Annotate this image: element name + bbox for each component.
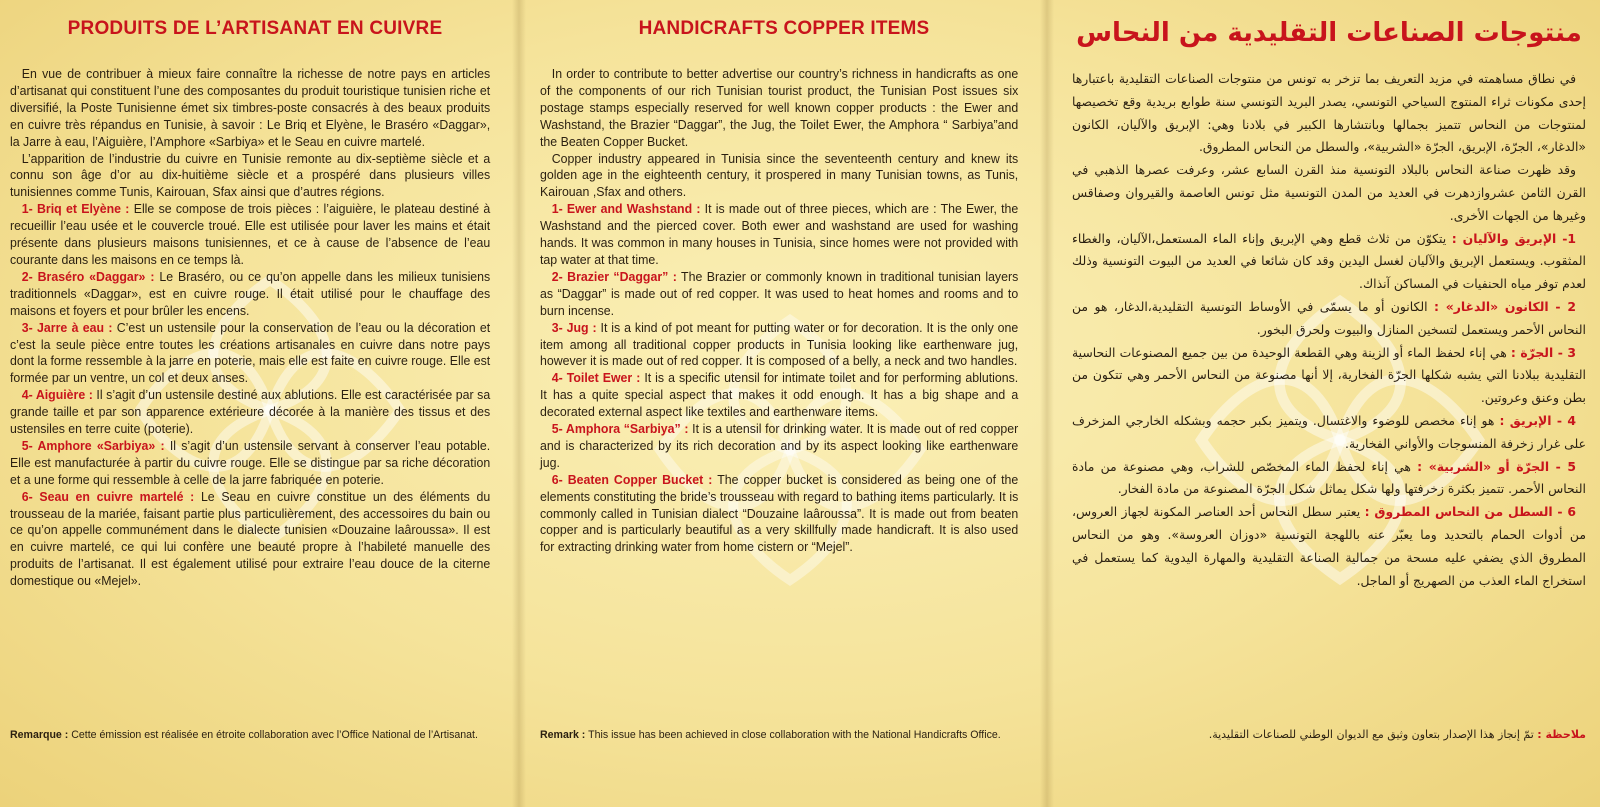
arabic-item-6-title: 6 - السطل من النحاس المطروق : xyxy=(1364,504,1576,520)
english-item-4-text: It is a specific utensil for intimate toilet and for performing ablutions. It has a quite special aspect that makes it odd enough. It has a big shape and a decorated external aspect like textiles and earthenware items. xyxy=(540,371,1019,420)
english-item-6-text: The copper bucket is considered as being one of the elements constituting the bride’s trousseau with regard to bathing items particularly. It is commonly called in Tunisian dialect “Douzaine laâroussa”. It is made out from beaten copper and is particularly beautiful as a very skillfully made handicraft. It is also used for extracting drinking water from home cistern or “Mejel”. xyxy=(540,472,1019,555)
arabic-title: منتوجات الصناعات التقليدية من النحاس xyxy=(1076,18,1582,48)
french-item-6-title: 6- Seau en cuivre martelé : xyxy=(21,489,195,504)
arabic-intro-2: وقد ظهرت صناعة النحاس بالبلاد التونسية منذ القرن السابع عشر، وعرفت عصرها الذهبي في القرن الثامن عشروازدهرت في العديد من المدن التونسية مثل تونس العاصمة والقيروان وصفاقس وغيرها من الجهات الأخرى. xyxy=(1072,162,1586,223)
english-item-5-text: It is a utensil for drinking water. It is made out of red copper and is characterized by its rich decoration and by its aspect looking like earthenware jug. xyxy=(540,422,1019,470)
arabic-item-4-text: هو إناء مخصص للوضوء والاغتسال. ويتميز بكبر حجمه وبشكله الخارجي المزخرف على غرار زخرفة المنسوجات والأواني الفخارية. xyxy=(1072,412,1586,451)
english-intro-2: Copper industry appeared in Tunisia since the seventeenth century and knew its golden age in the eighteenth century, it prospered in many Tunisian towns, as Tunis, Kairouan ,Sfax and others. xyxy=(540,151,1019,200)
arabic-item-2-title: 2 - الكانون «الدغار» : xyxy=(1434,298,1576,314)
arabic-item-4-title: 4 - الإبريق : xyxy=(1499,412,1576,428)
french-item-3-text: C’est un ustensile pour la conservation de l’eau ou la décoration et c’est la seule pièce entre toutes les créations artisanales en cuivre dans notre pays dont la forme ressemble à la jarre en poterie, mais elle est faite en cuivre rouge. Elle est formée par un ventre, un col et deux anses. xyxy=(10,320,491,386)
french-item-2-text: Le Braséro, ou ce qu’on appelle dans les milieux tunisiens traditionnels «Daggar», est en cuivre rouge. Il était utilisé pour le chauffage des maisons et foyers et pour brûler les encens. xyxy=(10,269,491,318)
french-item-5-text: Il s’agit d’un ustensile servant à conserver l’eau potable. Elle est manufacturée à partir du cuivre rouge. Elle se distingue par sa riche décoration et a une forme qui ressemble à celle de la jarre fabriquée en poterie. xyxy=(10,438,491,487)
english-intro-1: In order to contribute to better advertise our country’s richness in handicrafts as one of the components of our rich Tunisian tourist product, the Tunisian Post issues six postage stamps especially reserved for well known copper products : the Ewer and Washstand, the Brazier “Daggar”, the Jug, the Toilet Ewer, the Amphora “ Sarbiya”and the Beaten Copper Bucket. xyxy=(540,67,1019,149)
french-item-3-title: 3- Jarre à eau : xyxy=(21,320,113,335)
arabic-item-2-text: الكانون أو ما يسمّى في الأوساط التونسية التقليدية،الدغار، هو من النحاس الأحمر ويستعمل لتسخين المنازل والبيوت ولحرق البخور. xyxy=(1072,298,1586,337)
french-body xyxy=(10,66,490,590)
english-item-2 xyxy=(540,269,1018,320)
english-body xyxy=(540,66,1018,556)
english-remark-label: Remark : xyxy=(540,729,586,741)
arabic-item-3 xyxy=(1072,342,1586,410)
french-item-6-text: Le Seau en cuivre constitue un des éléments du trousseau de la mariée, faisant partie plus particulièrement, des accessoires du bain ou ce qu’on appelle communément dans le dialecte tunisien «Douzaine laâroussa». Il est en cuivre martelé, ce qui lui confère une beauté propre à l’habileté manuelle des produits de l’artisanat. Il est également utilisé pour extraire l’eau douce de la citerne domestique ou «Mejel». xyxy=(10,489,491,589)
french-item-4-title: 4- Aiguière : xyxy=(21,388,93,403)
english-remark-text: This issue has been achieved in close collaboration with the National Handicrafts Office. xyxy=(588,729,1001,741)
arabic-item-1-title: 1- الإبريق والآليان : xyxy=(1451,230,1577,246)
french-intro-1: En vue de contribuer à mieux faire connaître la richesse de notre pays en articles d’artisanat qui constituent l’une des composantes du produit touristique tunisien riche et diversifié, la Poste Tunisienne émet six timbres-poste consacrés à des beaux produits en cuivre très répandus en Tunisie, à savoir : Le Briq et Elyène, le Braséro «Daggar», la Jarre à eau, l’Aiguière, l’Amphore «Sarbiya» et le Seau en cuivre martelé. xyxy=(10,67,491,149)
english-item-5-title: 5- Amphora “Sarbiya” : xyxy=(551,422,689,437)
french-title: PRODUITS DE L’ARTISANAT EN CUIVRE xyxy=(67,18,443,39)
arabic-body xyxy=(1072,68,1586,592)
french-intro-2: L’apparition de l’industrie du cuivre en Tunisie remonte au dix-septième siècle et a connu son âge d’or au dix-huitième siècle et a prospéré dans plusieurs villes tunisiennes comme Tunis, Kairouan, Sfax ainsi que d’autres régions. xyxy=(10,151,491,200)
arabic-remark xyxy=(1066,728,1586,741)
french-item-2-title: 2- Braséro «Daggar» : xyxy=(21,269,155,284)
english-item-6 xyxy=(540,472,1018,557)
arabic-remark-text: تمّ إنجاز هذا الإصدار بتعاون وثيق مع الديوان الوطني للصناعات التقليدية. xyxy=(1208,728,1534,741)
french-remark-label: Remarque : xyxy=(10,729,69,741)
arabic-item-5-title: 5 - الجرّة أو «الشربية» : xyxy=(1417,458,1576,474)
french-remark-text: Cette émission est réalisée en étroite collaboration avec l’Office National de l’Artisanat. xyxy=(71,729,478,741)
arabic-intro-1: في نطاق مساهمته في مزيد التعريف بما تزخر به تونس من منتوجات الصناعات التقليدية باعتبارها إحدى مكونات ثراء المنتوج السياحي التونسي، يصدر البريد التونسي سنة طوابع بريدية وقع تخصيصها لمنتوجات من النحاس تتميز بجمالها وبانتشارها الكبير في بلادنا وهي: الإبريق والآليان، الكانون «الدغار»، الجرّة، الإبريق، الجرّة «الشربية»، والسطل من النحاس المطروق. xyxy=(1072,71,1586,155)
french-item-1-title: 1- Briq et Elyène : xyxy=(21,202,130,217)
english-item-2-text: The Brazier or commonly known in traditional tunisian layers as “Daggar” is made out of red copper. It was used to heat homes and rooms and to burn incense. xyxy=(540,269,1019,318)
arabic-item-1 xyxy=(1072,228,1586,296)
french-item-4-text: Il s’agit d’un ustensile destiné aux ablutions. Elle est caractérisée par sa grande taille et par son apparence extérieure décorée à la manière des tissus et des ustensiles en terre cuite (poterie). xyxy=(10,388,491,437)
english-remark xyxy=(540,729,1030,741)
french-item-1 xyxy=(10,201,490,269)
french-item-4 xyxy=(10,387,490,438)
english-item-4 xyxy=(540,370,1018,421)
english-item-3-title: 3- Jug : xyxy=(551,320,597,335)
arabic-item-4 xyxy=(1072,410,1586,456)
english-item-5 xyxy=(540,421,1018,472)
french-item-5 xyxy=(10,438,490,489)
english-item-2-title: 2- Brazier “Daggar” : xyxy=(551,269,677,284)
arabic-item-3-text: هي إناء لحفظ الماء أو الزينة وهي القطعة الوحيدة من بين جميع المصنوعات النحاسية التقليدية ببلادنا التي يشبه شكلها الجرّة الفخارية، إلا أنها مصنوعة من النحاس الأحمر وهي تتكون من بطن وعنق وعروتين. xyxy=(1072,344,1586,406)
french-panel xyxy=(0,0,510,807)
fold-line-left xyxy=(512,0,526,807)
english-item-6-title: 6- Beaten Copper Bucket : xyxy=(551,472,713,487)
french-item-3 xyxy=(10,320,490,388)
english-panel xyxy=(528,0,1038,807)
english-item-3 xyxy=(540,320,1018,371)
english-item-1-title: 1- Ewer and Washstand : xyxy=(551,202,701,217)
english-title: HANDICRAFTS COPPER ITEMS xyxy=(638,18,930,39)
fold-line-right xyxy=(1040,0,1054,807)
french-item-2 xyxy=(10,269,490,320)
arabic-remark-label: ملاحظة : xyxy=(1537,728,1586,741)
french-item-1-text: Elle se compose de trois pièces : l’aiguière, le plateau destiné à recueillir l’eau usée et le couvercle troué. Elle est utilisée pour laver les mains et était présente dans plusieurs maisons tunisiennes, et ce à cause de l’absence de l’eau courante dans les maisons en ce temps là. xyxy=(10,202,491,267)
arabic-item-6 xyxy=(1072,501,1586,592)
arabic-item-6-text: يعتبر سطل النحاس أحد العناصر المكونة لجهاز العروس، من أدوات الحمام بالتحديد وما يعبّر عنه باللهجة التونسية «دوزان العروسة». وهو من النحاس المطروق الذي يضفي عليه مسحة من جمالية الصناعة التقليدية والمهارة اليدوية كما يستعمل في استخراج الماء العذب من الصهريج أو الماجل. xyxy=(1072,504,1586,588)
arabic-panel xyxy=(1054,0,1600,807)
arabic-item-1-text: يتكوّن من ثلاث قطع وهي الإبريق وإناء الماء المستعمل،الآليان، والغطاء المثقوب. ويستعمل الإبريق والآليان لغسل اليدين وقد كان شائعا في العديد من البيوت التونسية وذلك لعدم توفر مياه الحنفيات في المساكن آنذاك. xyxy=(1072,230,1586,292)
french-item-5-title: 5- Amphore «Sarbiya» : xyxy=(21,438,165,453)
arabic-item-2 xyxy=(1072,296,1586,342)
arabic-item-3-title: 3 - الجرّة : xyxy=(1510,344,1576,360)
english-item-3-text: It is a kind of pot meant for putting water or for decoration. It is the only one item among all traditional copper products in Tunisia looking like earthenware jug, however it is made out of red copper. It is composed of a belly, a neck and two handles. xyxy=(540,320,1019,369)
english-item-1-text: It is made out of three pieces, which are : The Ewer, the Washstand and the pierced cover. Both ewer and washstand are used for washing hands. It was common in many houses in Tunisia, since homes were not provided with tap water at that time. xyxy=(540,202,1019,267)
french-remark xyxy=(10,729,500,741)
french-item-6 xyxy=(10,489,490,590)
english-item-4-title: 4- Toilet Ewer : xyxy=(551,371,641,386)
arabic-item-5-text: هي إناء لحفظ الماء المخصّص للشراب، وهي مصنوعة من مادة النحاس الأحمر. تتميز بكثرة زخرفتها ولها شكل يماثل شكل الجرّة المصنوعة من مادة الفخار. xyxy=(1072,458,1586,497)
arabic-item-5 xyxy=(1072,456,1586,502)
english-item-1 xyxy=(540,201,1018,269)
